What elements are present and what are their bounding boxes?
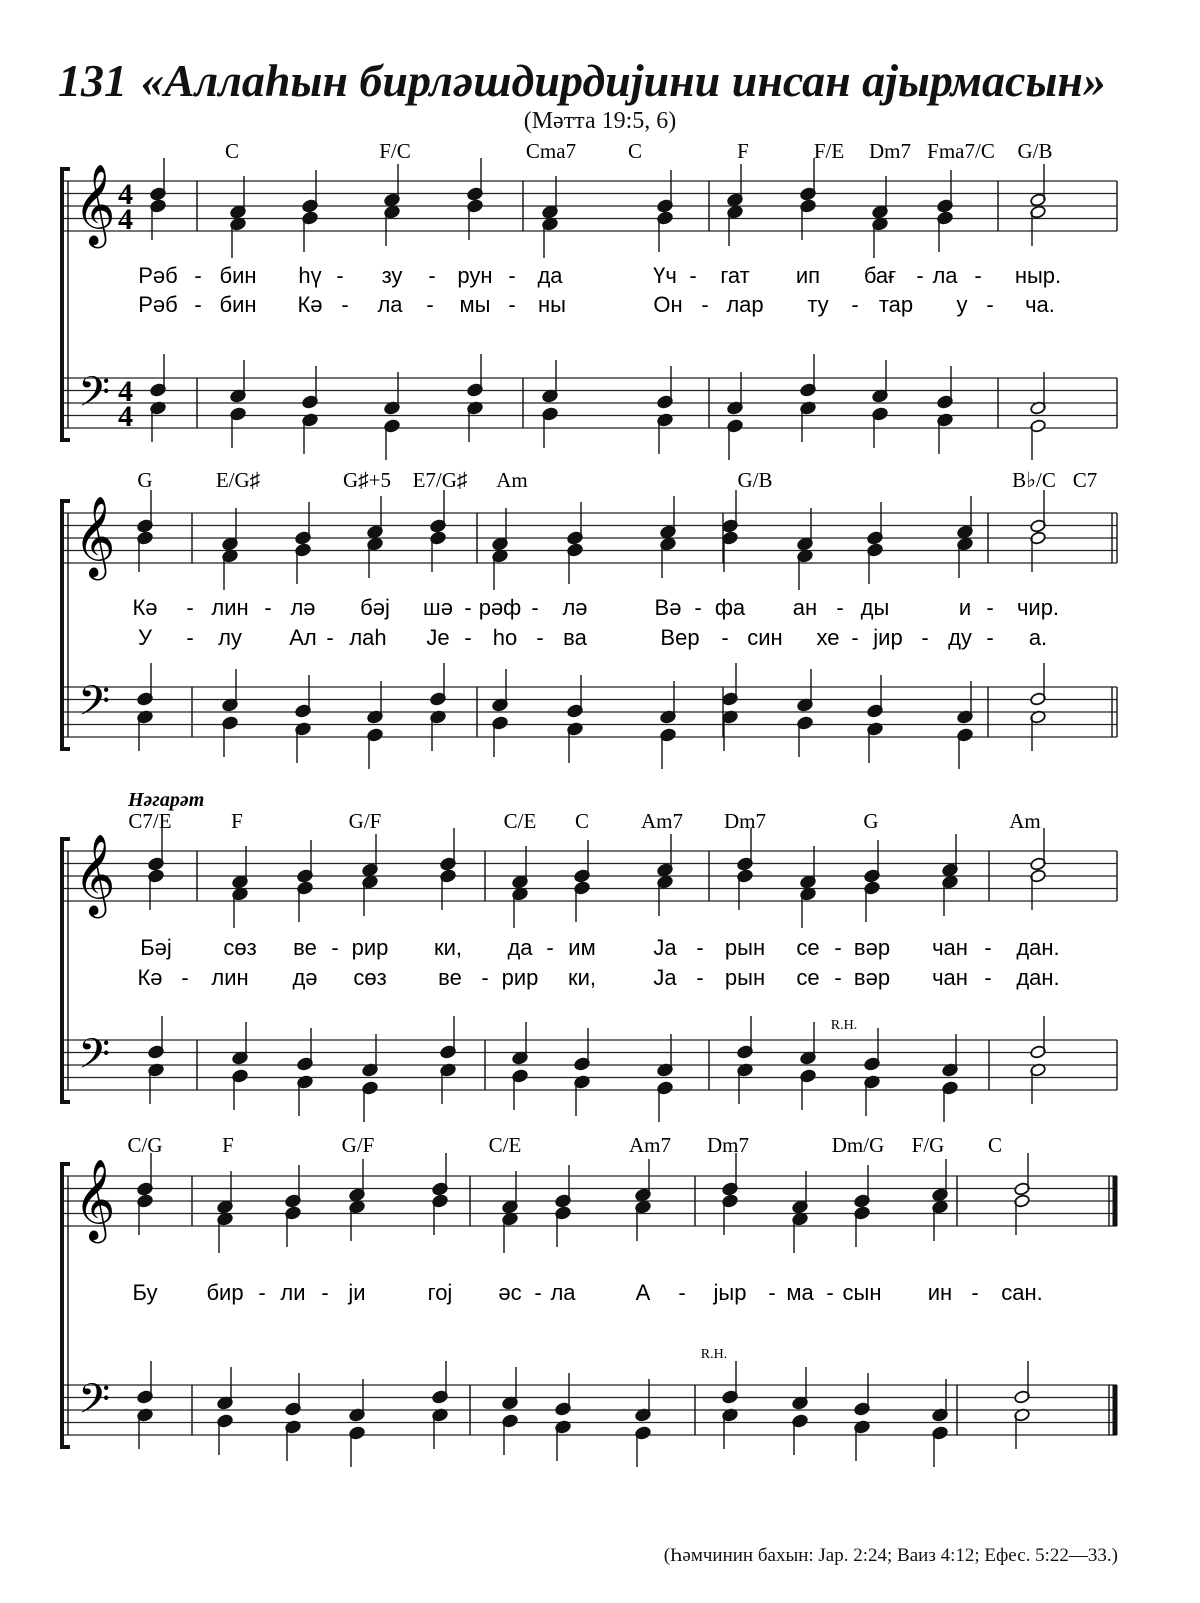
lyric-hyphen: - <box>464 625 472 650</box>
chord-symbol: Cma7 <box>525 139 577 163</box>
time-signature-bottom: 4 <box>118 400 133 433</box>
chord-symbol: Am7 <box>629 1133 671 1157</box>
chord-symbol: F/C <box>379 139 411 163</box>
chord-symbol: G/F <box>341 1133 375 1157</box>
chord-symbol: F <box>737 139 749 163</box>
chord-symbol: C7/E <box>128 809 172 833</box>
lyric-syllable: Ал <box>289 625 317 650</box>
system-4-bass-clef: 𝄢 <box>78 1375 111 1433</box>
notes <box>137 158 1047 1467</box>
chord-symbol: G/F <box>348 809 382 833</box>
lyric-syllable: ча. <box>1025 292 1055 317</box>
chord-symbol: E7/G♯ <box>412 468 468 492</box>
lyric-syllable: Кә <box>137 965 163 990</box>
lyric-hyphen: - <box>851 292 859 317</box>
lyric-syllable: сан. <box>1001 1280 1043 1305</box>
lyric-syllable: Вер <box>660 625 700 650</box>
lyric-hyphen: - <box>194 292 202 317</box>
chord-symbol: F <box>231 809 243 833</box>
lyric-syllable: ип <box>795 263 821 288</box>
lyric-syllable: бир <box>206 1280 244 1305</box>
time-signature-top: 4 <box>118 375 133 408</box>
lyric-syllable: вәр <box>853 935 891 960</box>
lyric-syllable: Вә <box>654 595 682 620</box>
lyric-syllable: ки, <box>567 965 597 990</box>
chord-symbol: Dm/G <box>831 1133 885 1157</box>
lyric-hyphen: - <box>536 625 544 650</box>
lyric-syllable: ве <box>293 935 317 960</box>
lyric-syllable: Рәб <box>138 292 178 317</box>
lyric-syllable: чан <box>932 935 968 960</box>
lyric-syllable: ла <box>932 263 958 288</box>
chord-symbol: F/E <box>813 139 845 163</box>
lyric-syllable: ла <box>550 1280 576 1305</box>
lyric-syllable: Је <box>426 625 450 650</box>
chord-symbol: Dm7 <box>869 139 911 163</box>
lyric-syllable: ду <box>948 625 972 650</box>
system-3-bass-clef: 𝄢 <box>78 1030 111 1088</box>
lyric-syllable: бин <box>219 292 257 317</box>
lyric-syllable: лу <box>218 625 242 650</box>
lyric-syllable: сын <box>842 1280 882 1305</box>
chord-symbol: G♯+5 <box>342 468 392 492</box>
lyric-syllable: и <box>958 595 972 620</box>
lyric-hyphen: - <box>464 595 472 620</box>
lyric-hyphen: - <box>678 1280 686 1305</box>
system-4-bracket <box>62 1164 70 1447</box>
lyric-syllable: бәј <box>360 595 390 620</box>
lyric-hyphen: - <box>701 292 709 317</box>
lyric-syllable: ан <box>792 595 818 620</box>
lyric-hyphen: - <box>768 1280 776 1305</box>
lyric-syllable: лә <box>290 595 316 620</box>
lyric-hyphen: - <box>534 1280 542 1305</box>
system-2-bass-clef: 𝄢 <box>78 677 111 735</box>
chord-symbol: F/G <box>911 1133 945 1157</box>
lyric-hyphen: - <box>428 263 436 288</box>
hymn-title-text: «Аллаһын бирләшдирдијини инсан ајырмасын» <box>141 55 1106 106</box>
lyric-syllable: јыр <box>713 1280 747 1305</box>
lyric-syllable: Ја <box>653 935 677 960</box>
lyric-syllable: ји <box>348 1280 366 1305</box>
lyric-hyphen: - <box>264 595 272 620</box>
lyric-hyphen: - <box>426 292 434 317</box>
chord-symbol: C/E <box>503 809 537 833</box>
lyric-syllable: Ја <box>653 965 677 990</box>
lyric-syllable: бин <box>219 263 257 288</box>
chord-symbol: C <box>224 139 240 163</box>
lyric-syllable: вәр <box>853 965 891 990</box>
lyric-syllable: ны <box>538 292 566 317</box>
lyric-syllable: рәф <box>478 595 522 620</box>
time-signature-bottom: 4 <box>118 203 133 236</box>
lyric-syllable: лә <box>562 595 588 620</box>
score-text <box>74 139 1097 1433</box>
rh-marking: R.H. <box>700 1347 728 1362</box>
staff-lines <box>62 169 1117 1447</box>
lyric-syllable: сөз <box>223 935 257 960</box>
lyric-syllable: им <box>568 935 596 960</box>
footnote-references: (Һәмчинин бахын: Јар. 2:24; Ваиз 4:12; Ефес. 5:22—33.) <box>663 1545 1118 1566</box>
lyric-syllable: рир <box>501 965 539 990</box>
lyric-hyphen: - <box>326 625 334 650</box>
chord-symbol: C <box>574 809 590 833</box>
lyric-syllable: лаһ <box>349 625 387 650</box>
lyric-hyphen: - <box>258 1280 266 1305</box>
lyric-syllable: У <box>138 625 152 650</box>
lyric-hyphen: - <box>186 625 194 650</box>
system-4-treble-clef: 𝄞 <box>74 1158 116 1240</box>
lyric-syllable: лин <box>211 595 249 620</box>
chord-symbol: Am <box>1009 809 1041 833</box>
lyric-syllable: јир <box>873 625 903 650</box>
lyric-syllable: се <box>796 935 820 960</box>
lyric-hyphen: - <box>181 965 189 990</box>
hymn-number: 131 <box>58 55 127 106</box>
lyric-syllable: да <box>507 935 533 960</box>
lyric-hyphen: - <box>826 1280 834 1305</box>
chord-symbol: Fma7/C <box>927 139 995 163</box>
lyric-syllable: чан <box>932 965 968 990</box>
rh-marking: R.H. <box>830 1018 858 1033</box>
lyric-syllable: лин <box>211 965 249 990</box>
lyric-hyphen: - <box>508 292 516 317</box>
chord-symbol: C/E <box>488 1133 522 1157</box>
system-2-treble-clef: 𝄞 <box>74 495 116 577</box>
lyric-syllable: зу <box>381 263 403 288</box>
lyric-syllable: һү <box>298 263 322 288</box>
lyric-hyphen: - <box>194 263 202 288</box>
chord-symbol: F <box>222 1133 234 1157</box>
lyric-hyphen: - <box>694 595 702 620</box>
system-1-bass-clef: 𝄢 <box>78 368 111 426</box>
system-1-bracket <box>62 169 70 440</box>
system-1-treble-clef: 𝄞 <box>74 163 116 245</box>
chord-symbol: G <box>137 468 153 492</box>
lyric-syllable: дан. <box>1016 965 1060 990</box>
lyric-hyphen: - <box>481 965 489 990</box>
lyric-hyphen: - <box>508 263 516 288</box>
lyric-syllable: шә <box>423 595 453 620</box>
lyric-syllable: ин <box>927 1280 953 1305</box>
lyric-hyphen: - <box>321 1280 329 1305</box>
lyric-hyphen: - <box>986 595 994 620</box>
system-3-treble-clef: 𝄞 <box>74 833 116 915</box>
lyric-syllable: фа <box>714 595 746 620</box>
lyric-syllable: гат <box>720 263 750 288</box>
system-3-bracket <box>62 839 70 1102</box>
lyric-syllable: а. <box>1028 625 1048 650</box>
lyric-syllable: ныр. <box>1014 263 1062 288</box>
lyric-syllable: бағ <box>863 263 897 288</box>
chord-symbol: Am7 <box>641 809 683 833</box>
lyric-hyphen: - <box>696 935 704 960</box>
chord-symbol: B♭/C <box>1012 468 1056 492</box>
lyric-syllable: Он <box>653 292 683 317</box>
lyric-syllable: тар <box>878 292 914 317</box>
lyric-syllable: ве <box>438 965 462 990</box>
lyric-hyphen: - <box>546 935 554 960</box>
chord-symbol: G <box>863 809 879 833</box>
lyric-hyphen: - <box>341 292 349 317</box>
lyric-hyphen: - <box>186 595 194 620</box>
lyric-syllable: Бу <box>132 1280 158 1305</box>
lyric-hyphen: - <box>986 625 994 650</box>
lyric-syllable: А <box>635 1280 651 1305</box>
lyric-syllable: ли <box>280 1280 306 1305</box>
lyric-syllable: мы <box>459 292 491 317</box>
lyric-syllable: лар <box>726 292 764 317</box>
lyric-syllable: ва <box>563 625 587 650</box>
lyric-syllable: Рәб <box>138 263 178 288</box>
lyric-syllable: рын <box>724 965 766 990</box>
lyric-syllable: гој <box>427 1280 453 1305</box>
chord-symbol: C/G <box>127 1133 163 1157</box>
lyric-syllable: рун <box>457 263 493 288</box>
lyric-syllable: рын <box>724 935 766 960</box>
lyric-hyphen: - <box>986 292 994 317</box>
chord-symbol: C <box>987 1133 1003 1157</box>
lyric-hyphen: - <box>916 263 924 288</box>
lyric-hyphen: - <box>851 625 859 650</box>
lyric-syllable: Үч <box>653 263 677 288</box>
lyric-hyphen: - <box>834 935 842 960</box>
lyric-syllable: ды <box>860 595 890 620</box>
chord-symbol: Dm7 <box>707 1133 749 1157</box>
chord-symbol: E/G♯ <box>215 468 261 492</box>
lyric-syllable: ки, <box>433 935 463 960</box>
lyric-syllable: һо <box>492 625 518 650</box>
lyric-syllable: рир <box>351 935 389 960</box>
lyric-syllable: дан. <box>1016 935 1060 960</box>
chord-symbol: Am <box>496 468 528 492</box>
lyric-hyphen: - <box>336 263 344 288</box>
time-signature-top: 4 <box>118 178 133 211</box>
lyric-hyphen: - <box>721 625 729 650</box>
refrain-label: Нәгарәт <box>128 789 205 811</box>
lyric-syllable: ту <box>807 292 829 317</box>
chord-symbol: C7 <box>1072 468 1098 492</box>
chord-symbol: Dm7 <box>724 809 766 833</box>
lyric-syllable: се <box>796 965 820 990</box>
lyric-hyphen: - <box>331 935 339 960</box>
lyric-syllable: ла <box>377 292 403 317</box>
lyric-syllable: Кә <box>132 595 158 620</box>
lyric-syllable: у <box>956 292 968 317</box>
lyric-syllable: чир. <box>1016 595 1060 620</box>
chord-symbol: G/B <box>737 468 773 492</box>
lyric-syllable: хе <box>816 625 840 650</box>
lyric-syllable: әс <box>498 1280 522 1305</box>
lyric-hyphen: - <box>984 965 992 990</box>
lyric-syllable: Кә <box>297 292 323 317</box>
lyric-syllable: сөз <box>353 965 387 990</box>
lyric-syllable: Бәј <box>140 935 172 960</box>
lyric-hyphen: - <box>531 595 539 620</box>
lyric-syllable: да <box>537 263 563 288</box>
lyric-syllable: син <box>747 625 783 650</box>
lyric-hyphen: - <box>689 263 697 288</box>
lyric-syllable: ма <box>786 1280 814 1305</box>
lyric-hyphen: - <box>921 625 929 650</box>
lyric-hyphen: - <box>696 965 704 990</box>
chord-symbol: C <box>627 139 643 163</box>
lyric-hyphen: - <box>834 965 842 990</box>
lyric-hyphen: - <box>971 1280 979 1305</box>
scripture-reference: (Мәтта 19:5, 6) <box>523 108 677 134</box>
lyric-hyphen: - <box>984 935 992 960</box>
chord-symbol: G/B <box>1017 139 1053 163</box>
lyric-hyphen: - <box>836 595 844 620</box>
lyric-hyphen: - <box>974 263 982 288</box>
lyric-syllable: дә <box>292 965 318 990</box>
